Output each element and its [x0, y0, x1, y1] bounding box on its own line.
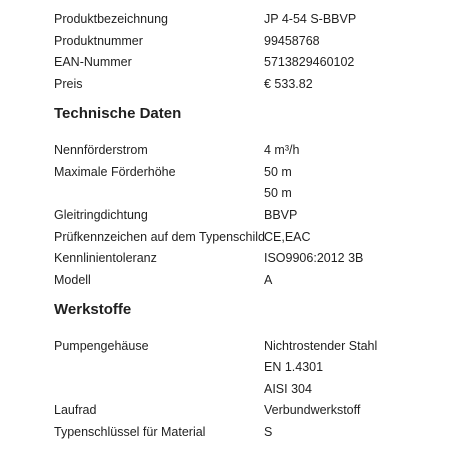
row-label: Typenschlüssel für Material — [54, 425, 206, 439]
row-value: JP 4-54 S-BBVP — [264, 12, 357, 26]
row-value: CE,EAC — [264, 230, 311, 244]
table-row — [0, 183, 450, 203]
row-label: Produktbezeichnung — [54, 12, 168, 26]
table-row — [0, 205, 450, 225]
row-value: Verbundwerkstoff — [264, 403, 361, 417]
row-value: AISI 304 — [264, 382, 312, 396]
section-heading-materials: Werkstoffe — [54, 301, 132, 318]
table-row — [0, 336, 450, 356]
table-row — [0, 379, 450, 399]
row-label: Maximale Förderhöhe — [54, 165, 176, 179]
row-label: Produktnummer — [54, 34, 143, 48]
row-label: Laufrad — [54, 403, 97, 417]
row-label: EAN-Nummer — [54, 55, 132, 69]
table-row — [0, 400, 450, 420]
row-label: Nennförderstrom — [54, 143, 148, 157]
table-row — [0, 357, 450, 377]
row-label: Modell — [54, 273, 91, 287]
row-value: S — [264, 425, 273, 439]
row-value: A — [264, 273, 273, 287]
row-value: 5713829460102 — [264, 55, 355, 69]
table-row — [0, 52, 450, 72]
row-label: Prüfkennzeichen auf dem Typenschild — [54, 230, 266, 244]
row-label: Kennlinientoleranz — [54, 251, 157, 265]
table-row — [0, 9, 450, 29]
row-label: Pumpengehäuse — [54, 339, 149, 353]
table-row — [0, 248, 450, 268]
row-value: 50 m — [264, 186, 292, 200]
row-value: Nichtrostender Stahl — [264, 339, 378, 353]
row-value: 4 m³/h — [264, 143, 300, 157]
row-value: 99458768 — [264, 34, 320, 48]
row-value: BBVP — [264, 208, 298, 222]
row-label: Gleitringdichtung — [54, 208, 148, 222]
table-row — [0, 31, 450, 51]
row-value: € 533.82 — [264, 77, 313, 91]
row-label: Preis — [54, 77, 83, 91]
table-row — [0, 74, 450, 94]
row-value: ISO9906:2012 3B — [264, 251, 364, 265]
table-row — [0, 422, 450, 442]
table-row — [0, 270, 450, 290]
table-row — [0, 227, 450, 247]
table-row — [0, 140, 450, 160]
row-value: 50 m — [264, 165, 292, 179]
section-heading-technical: Technische Daten — [54, 105, 182, 122]
table-row — [0, 162, 450, 182]
row-value: EN 1.4301 — [264, 360, 324, 374]
